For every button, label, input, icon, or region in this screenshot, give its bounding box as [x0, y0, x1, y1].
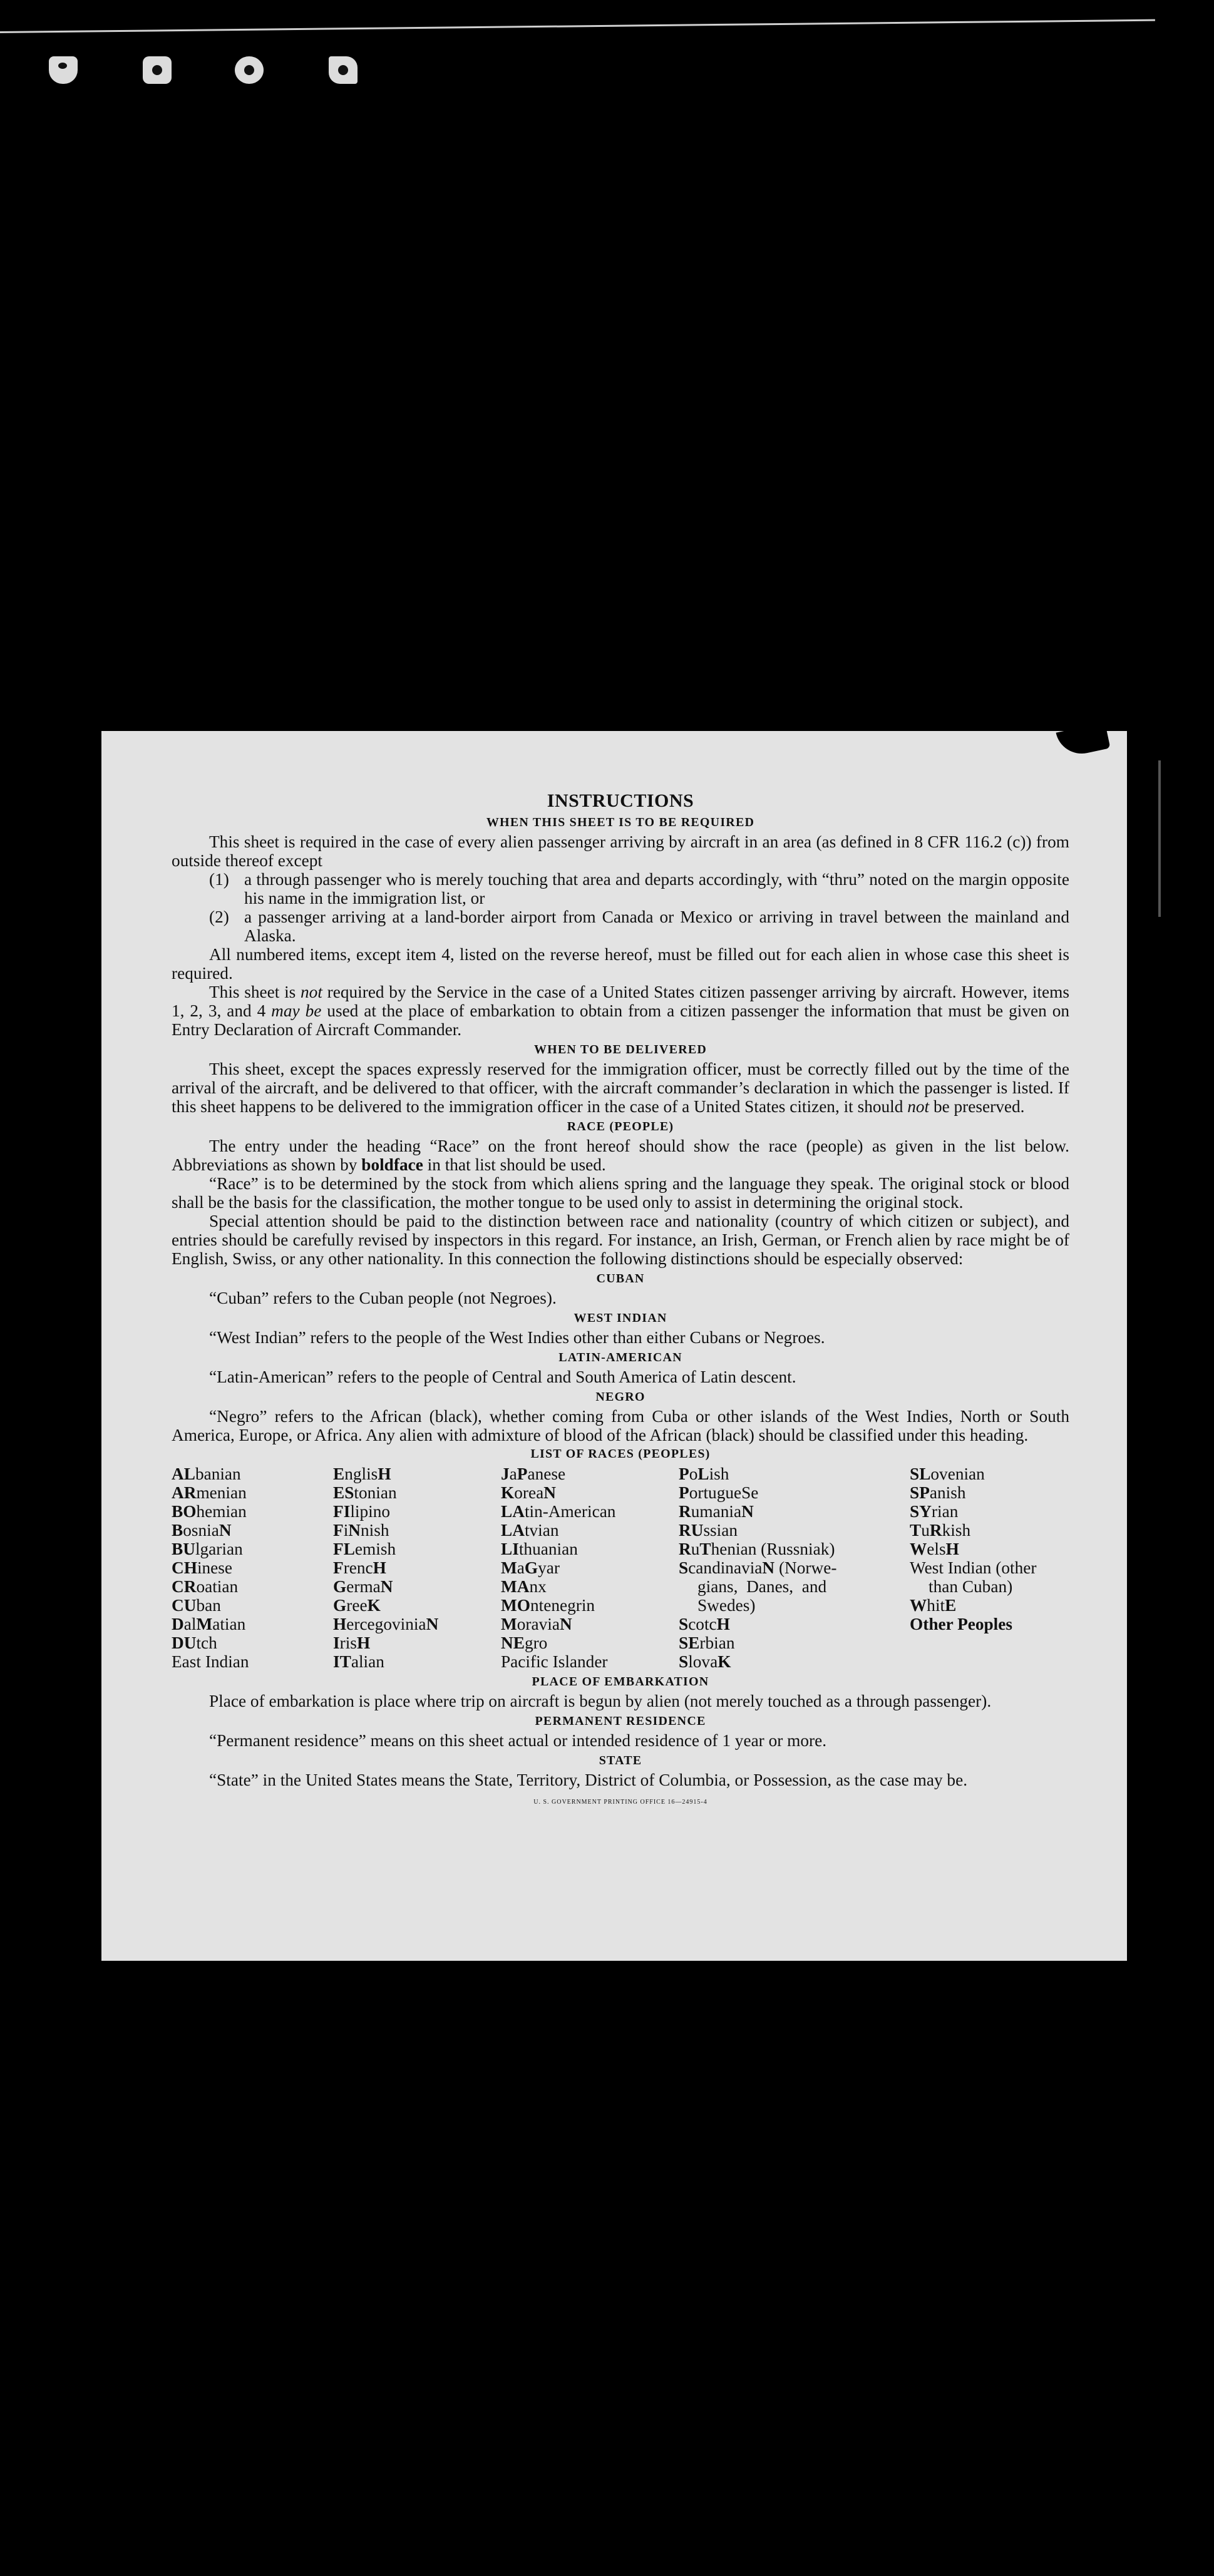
paragraph: “Latin-American” refers to the people of Central and South America of Latin descent.: [209, 1367, 796, 1386]
race-entry: JaPanese: [501, 1464, 566, 1483]
races-column: [333, 1464, 501, 1671]
races-column: [501, 1464, 679, 1671]
race-entry: FiNnish: [333, 1521, 389, 1540]
race-entry: ITalian: [333, 1652, 384, 1671]
race-entry: KoreaN: [501, 1483, 556, 1502]
race-entry: NEgro: [501, 1633, 548, 1652]
race-entry: WhitE: [910, 1596, 957, 1615]
race-entry: RuThenian (Russniak): [679, 1540, 835, 1558]
race-entry: MoraviaN: [501, 1615, 572, 1633]
race-entry: SlovaK: [679, 1652, 731, 1671]
paragraph: Place of embarkation is place where trip on aircraft is begun by alien (not merely touched as a through passenger).: [209, 1692, 992, 1710]
race-entry: PoLish: [679, 1464, 729, 1483]
race-entry: SErbian: [679, 1633, 735, 1652]
paragraph: This sheet is required in the case of every alien passenger arriving by aircraft in an area (as defined in 8 CFR 116.2 (c)) from outside thereof except: [172, 832, 1069, 870]
section-heading-negro: NEGRO: [595, 1390, 646, 1404]
section-heading-latin-american: LATIN-AMERICAN: [558, 1351, 682, 1364]
race-entry: ScotcH: [679, 1615, 730, 1633]
race-entry: SYrian: [910, 1502, 959, 1521]
race-entry: CUban: [172, 1596, 221, 1615]
race-entry: BUlgarian: [172, 1540, 243, 1558]
paragraph: “State” in the United States means the State, Territory, District of Columbia, or Possession, as the case may be.: [209, 1771, 968, 1789]
race-entry: RumaniaN: [679, 1502, 754, 1521]
race-entry: West Indian (other than Cuban): [910, 1558, 1037, 1596]
race-entry: EnglisH: [333, 1464, 391, 1483]
section-heading-delivered: WHEN TO BE DELIVERED: [533, 1043, 707, 1056]
race-entry: East Indian: [172, 1652, 249, 1671]
race-entry: BosniaN: [172, 1521, 232, 1540]
section-heading-state: STATE: [599, 1754, 642, 1767]
paragraph: “Negro” refers to the African (black), whether coming from Cuba or other islands of the West Indies, North or South America, Europe, or Africa. Any alien with admixture of blood of the African (black) should be classified under this heading.: [172, 1407, 1069, 1444]
race-entry: LAtin-American: [501, 1502, 616, 1521]
paragraph: “West Indian” refers to the people of the West Indies other than either Cubans or Negroes.: [209, 1328, 825, 1347]
races-table: [172, 1464, 1069, 1671]
race-entry: MAnx: [501, 1577, 547, 1596]
race-entry: DUtch: [172, 1633, 217, 1652]
race-entry: Other Peoples: [910, 1615, 1013, 1633]
races-column: [910, 1464, 1069, 1671]
race-entry: FrencH: [333, 1558, 386, 1577]
race-entry: FIlipino: [333, 1502, 391, 1521]
section-heading-cuban: CUBAN: [596, 1272, 645, 1285]
race-entry: SPanish: [910, 1483, 966, 1502]
race-entry: MaGyar: [501, 1558, 560, 1577]
race-entry: WelsH: [910, 1540, 959, 1558]
race-entry: MOntenegrin: [501, 1596, 595, 1615]
race-entry: HercegoviniaN: [333, 1615, 439, 1633]
paragraph: All numbered items, except item 4, listed on the reverse hereof, must be filled out for each alien in whose case this sheet is required.: [172, 945, 1069, 983]
races-column: [172, 1464, 333, 1671]
race-entry: RUssian: [679, 1521, 738, 1540]
paragraph: This sheet is not required by the Service in the case of a United States citizen passenger arriving by aircraft. However, items 1, 2, 3, and 4 may be used at the place of embarkation to obtain from a citizen passenger the information that must be given on Entry Declaration of Aircraft Commander.: [172, 983, 1069, 1039]
printer-imprint: U. S. GOVERNMENT PRINTING OFFICE 16—24915-4: [533, 1799, 707, 1806]
race-entry: CRoatian: [172, 1577, 239, 1596]
film-edge-line: [0, 19, 1155, 33]
race-entry: ALbanian: [172, 1464, 241, 1483]
punch-hole-mark: [143, 56, 172, 84]
race-entry: CHinese: [172, 1558, 233, 1577]
paragraph: “Permanent residence” means on this sheet actual or intended residence of 1 year or more.: [209, 1731, 827, 1750]
race-entry: TuRkish: [910, 1521, 971, 1540]
race-entry: GermaN: [333, 1577, 393, 1596]
race-entry: ARmenian: [172, 1483, 247, 1502]
list-item: (2) a passenger arriving at a land-border airport from Canada or Mexico or arriving in travel between the mainland and Alaska.: [209, 907, 1069, 945]
document-title: INSTRUCTIONS: [547, 790, 694, 811]
race-entry: SLovenian: [910, 1464, 985, 1483]
race-entry: LAtvian: [501, 1521, 559, 1540]
paragraph: “Cuban” refers to the Cuban people (not Negroes).: [209, 1289, 557, 1307]
section-heading-embarkation: PLACE OF EMBARKATION: [532, 1675, 709, 1689]
paragraph: The entry under the heading “Race” on the front hereof should show the race (people) as given in the list below. Abbreviations as shown by boldface in that list should be used.: [172, 1137, 1069, 1174]
list-item: (1) a through passenger who is merely touching that area and departs accordingly, with “thru” noted on the margin opposite his name in the immigration list, or: [209, 870, 1069, 907]
race-entry: DalMatian: [172, 1615, 246, 1633]
section-heading-race: RACE (PEOPLE): [567, 1120, 674, 1133]
torn-corner: [1056, 722, 1111, 759]
punch-hole-mark: [329, 56, 358, 84]
race-entry: EStonian: [333, 1483, 397, 1502]
races-column: [679, 1464, 910, 1671]
section-heading-list-of-races: LIST OF RACES (PEOPLES): [530, 1447, 711, 1461]
film-scratch: [1158, 760, 1161, 917]
paragraph: Special attention should be paid to the distinction between race and nationality (country of which citizen or subject), and entries should be carefully revised by inspectors in this regard. For instance, an Irish, German, or French alien by race might be of English, Swiss, or any other nationality. In this connection the following distinctions should be especially observed:: [172, 1212, 1069, 1268]
section-heading-residence: PERMANENT RESIDENCE: [535, 1714, 706, 1728]
race-entry: GreeK: [333, 1596, 381, 1615]
paragraph: “Race” is to be determined by the stock from which aliens spring and the language they speak. The original stock or blood shall be the basis for the classification, the mother tongue to be used only to assist in determining the original stock.: [172, 1174, 1069, 1212]
race-entry: PortugueSe: [679, 1483, 759, 1502]
section-heading-required: WHEN THIS SHEET IS TO BE REQUIRED: [486, 815, 755, 829]
document-sheet: [101, 731, 1127, 1961]
race-entry: Pacific Islander: [501, 1652, 608, 1671]
punch-hole-mark: [49, 56, 78, 84]
punch-hole-mark: [235, 56, 264, 84]
race-entry: LIthuanian: [501, 1540, 578, 1558]
race-entry: BOhemian: [172, 1502, 247, 1521]
race-entry: FLemish: [333, 1540, 396, 1558]
race-entry: IrisH: [333, 1633, 371, 1652]
race-entry: ScandinaviaN (Norwe- gians, Danes, and Swedes): [679, 1558, 837, 1615]
section-heading-west-indian: WEST INDIAN: [574, 1311, 667, 1325]
paragraph: This sheet, except the spaces expressly reserved for the immigration officer, must be correctly filled out by the time of the arrival of the aircraft, and be delivered to that officer, with the aircraft commander’s declaration in which the passenger is listed. If this sheet happens to be delivered to the immigration officer in the case of a United States citizen, it should not be preserved.: [172, 1060, 1069, 1116]
